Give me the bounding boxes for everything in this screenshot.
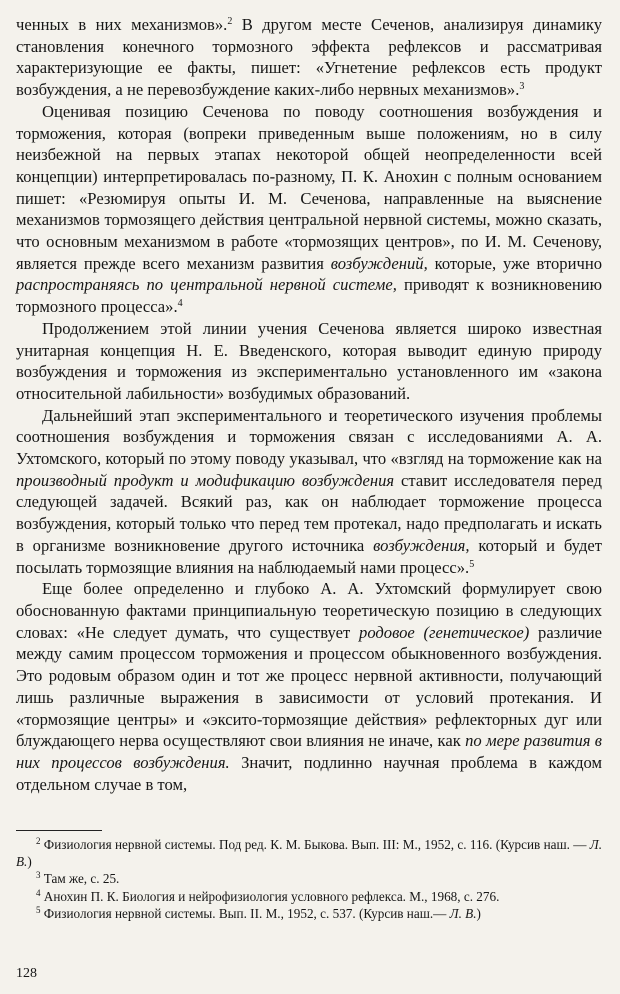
italic-text-run: возбуждения, bbox=[373, 535, 470, 555]
text-run: ) bbox=[476, 905, 481, 921]
paragraph bbox=[16, 405, 602, 579]
italic-text-run: родовое (генетическое) bbox=[359, 622, 530, 642]
footnote-ref: 2 bbox=[36, 836, 41, 846]
text-run: Физиология нервной системы. Под ред. К. М. Быкова. Вып. III: М., 1952, с. 116. (Курсив наш. — bbox=[40, 837, 590, 852]
footnote bbox=[16, 870, 602, 887]
paragraph bbox=[16, 578, 602, 795]
main-text bbox=[16, 14, 602, 795]
text-run: Оценивая позицию Сеченова по поводу соотношения возбуждения и торможения, которая (вопреки приведенным выше положениям, но в силу неизбежной на первых этапах некоторой общей неопределенности всей концепции) интерпретировалась по-разному, П. К. Анохин с полным основанием пишет: «Резюмируя опыты И. М. Сеченова, направленные на выяснение механизмов тормозящего действия центральной нервной системы, можно сказать, что основным механизмом в работе «тормозящих центров», по И. М. Сеченову, является прежде всего механизм развития bbox=[16, 101, 602, 273]
text-run: Продолжением этой линии учения Сеченова является широко известная унитарная концепция Н. Е. Введенского, которая выводит единую природу возбуждения и торможения из экспериментально установленного им «закона относительной лабильности» возбудимых образований. bbox=[16, 318, 602, 403]
italic-text-run: Л. В. bbox=[449, 905, 477, 921]
footnote bbox=[16, 836, 602, 870]
text-run: Еще более определенно и глубоко А. А. Ухтомский формулирует свою обоснованную фактами принципиальную теоретическую позицию в следующих словах: «Не следует думать, что существует bbox=[16, 579, 602, 642]
italic-text-run: Л. В. bbox=[16, 837, 602, 870]
italic-text-run: производный продукт и модификацию возбуждения bbox=[16, 470, 395, 490]
text-run: Значит, подлинно научная проблема в каждом отдельном случае в том, bbox=[16, 752, 602, 794]
paragraph bbox=[16, 14, 602, 101]
text-run: который и будет посылать тормозящие влияния на наблюдаемый нами процесс». bbox=[16, 535, 602, 577]
footnote bbox=[16, 905, 602, 922]
footnote bbox=[16, 888, 602, 905]
paragraph bbox=[16, 318, 602, 405]
text-run: Анохин П. К. Биология и нейрофизиология условного рефлекса. М., 1968, с. 276. bbox=[40, 888, 500, 904]
italic-text-run: возбуждений, bbox=[330, 253, 428, 273]
footnote-ref: 4 bbox=[177, 298, 183, 310]
footnote-ref: 4 bbox=[36, 887, 41, 898]
text-run: которые, уже вторично bbox=[427, 253, 603, 273]
text-run: ставит исследователя перед следующей задачей. Всякий раз, как он наблюдает торможение процесса возбуждения, который только что перед тем протекал, надо предполагать и искать в организме возникновение другого источника bbox=[16, 470, 602, 555]
footnote-separator bbox=[16, 830, 102, 831]
text-run: Дальнейший этап экспериментального и теоретического изучения проблемы соотношения возбуждения и торможения связан с исследованиями А. А. Ухтомского, который по этому поводу указывал, что «взгляд на торможение как на bbox=[16, 405, 602, 469]
text-run: Физиология нервной системы. Вып. II. М., 1952, с. 537. (Курсив наш.— bbox=[40, 905, 450, 921]
text-run: ченных в них механизмов». bbox=[16, 15, 228, 34]
footnote-ref: 3 bbox=[519, 81, 525, 93]
text-run: приводят к возникновению тормозного процесса». bbox=[16, 275, 603, 317]
footnote-ref: 5 bbox=[36, 904, 41, 915]
paragraph bbox=[16, 101, 602, 318]
page-number: 128 bbox=[16, 966, 37, 981]
footnotes bbox=[16, 836, 602, 922]
text-run: различие между самим процессом торможения и процессом обыкновенного возбуждения. Это родовым образом один и тот же процесс нервной активности, получающий лишь различные выражения в зависимости от условий протекания. И «тормозящие центры» и «эксито-тормозящие действия» рефлекторных дуг или блуждающего нерва осуществляют свои влияния не иначе, как bbox=[16, 622, 602, 751]
text-run: ) bbox=[27, 854, 32, 870]
footnote-ref: 3 bbox=[36, 870, 41, 881]
text-run: Там же, с. 25. bbox=[40, 871, 120, 887]
italic-text-run: по мере развития в них процессов возбуждения. bbox=[16, 731, 602, 772]
footnote-ref: 2 bbox=[227, 16, 233, 27]
text-run: В другом месте Сеченов, анализируя динамику становления конечного тормозного эффекта рефлексов и рассматривая характеризующие ее факты, пишет: «Угнетение рефлексов есть продукт возбуждения, а не перевозбуждение каких-либо нервных механизмов». bbox=[16, 15, 602, 100]
footnote-ref: 5 bbox=[469, 558, 475, 570]
italic-text-run: распространяясь по центральной нервной системе, bbox=[16, 275, 397, 295]
